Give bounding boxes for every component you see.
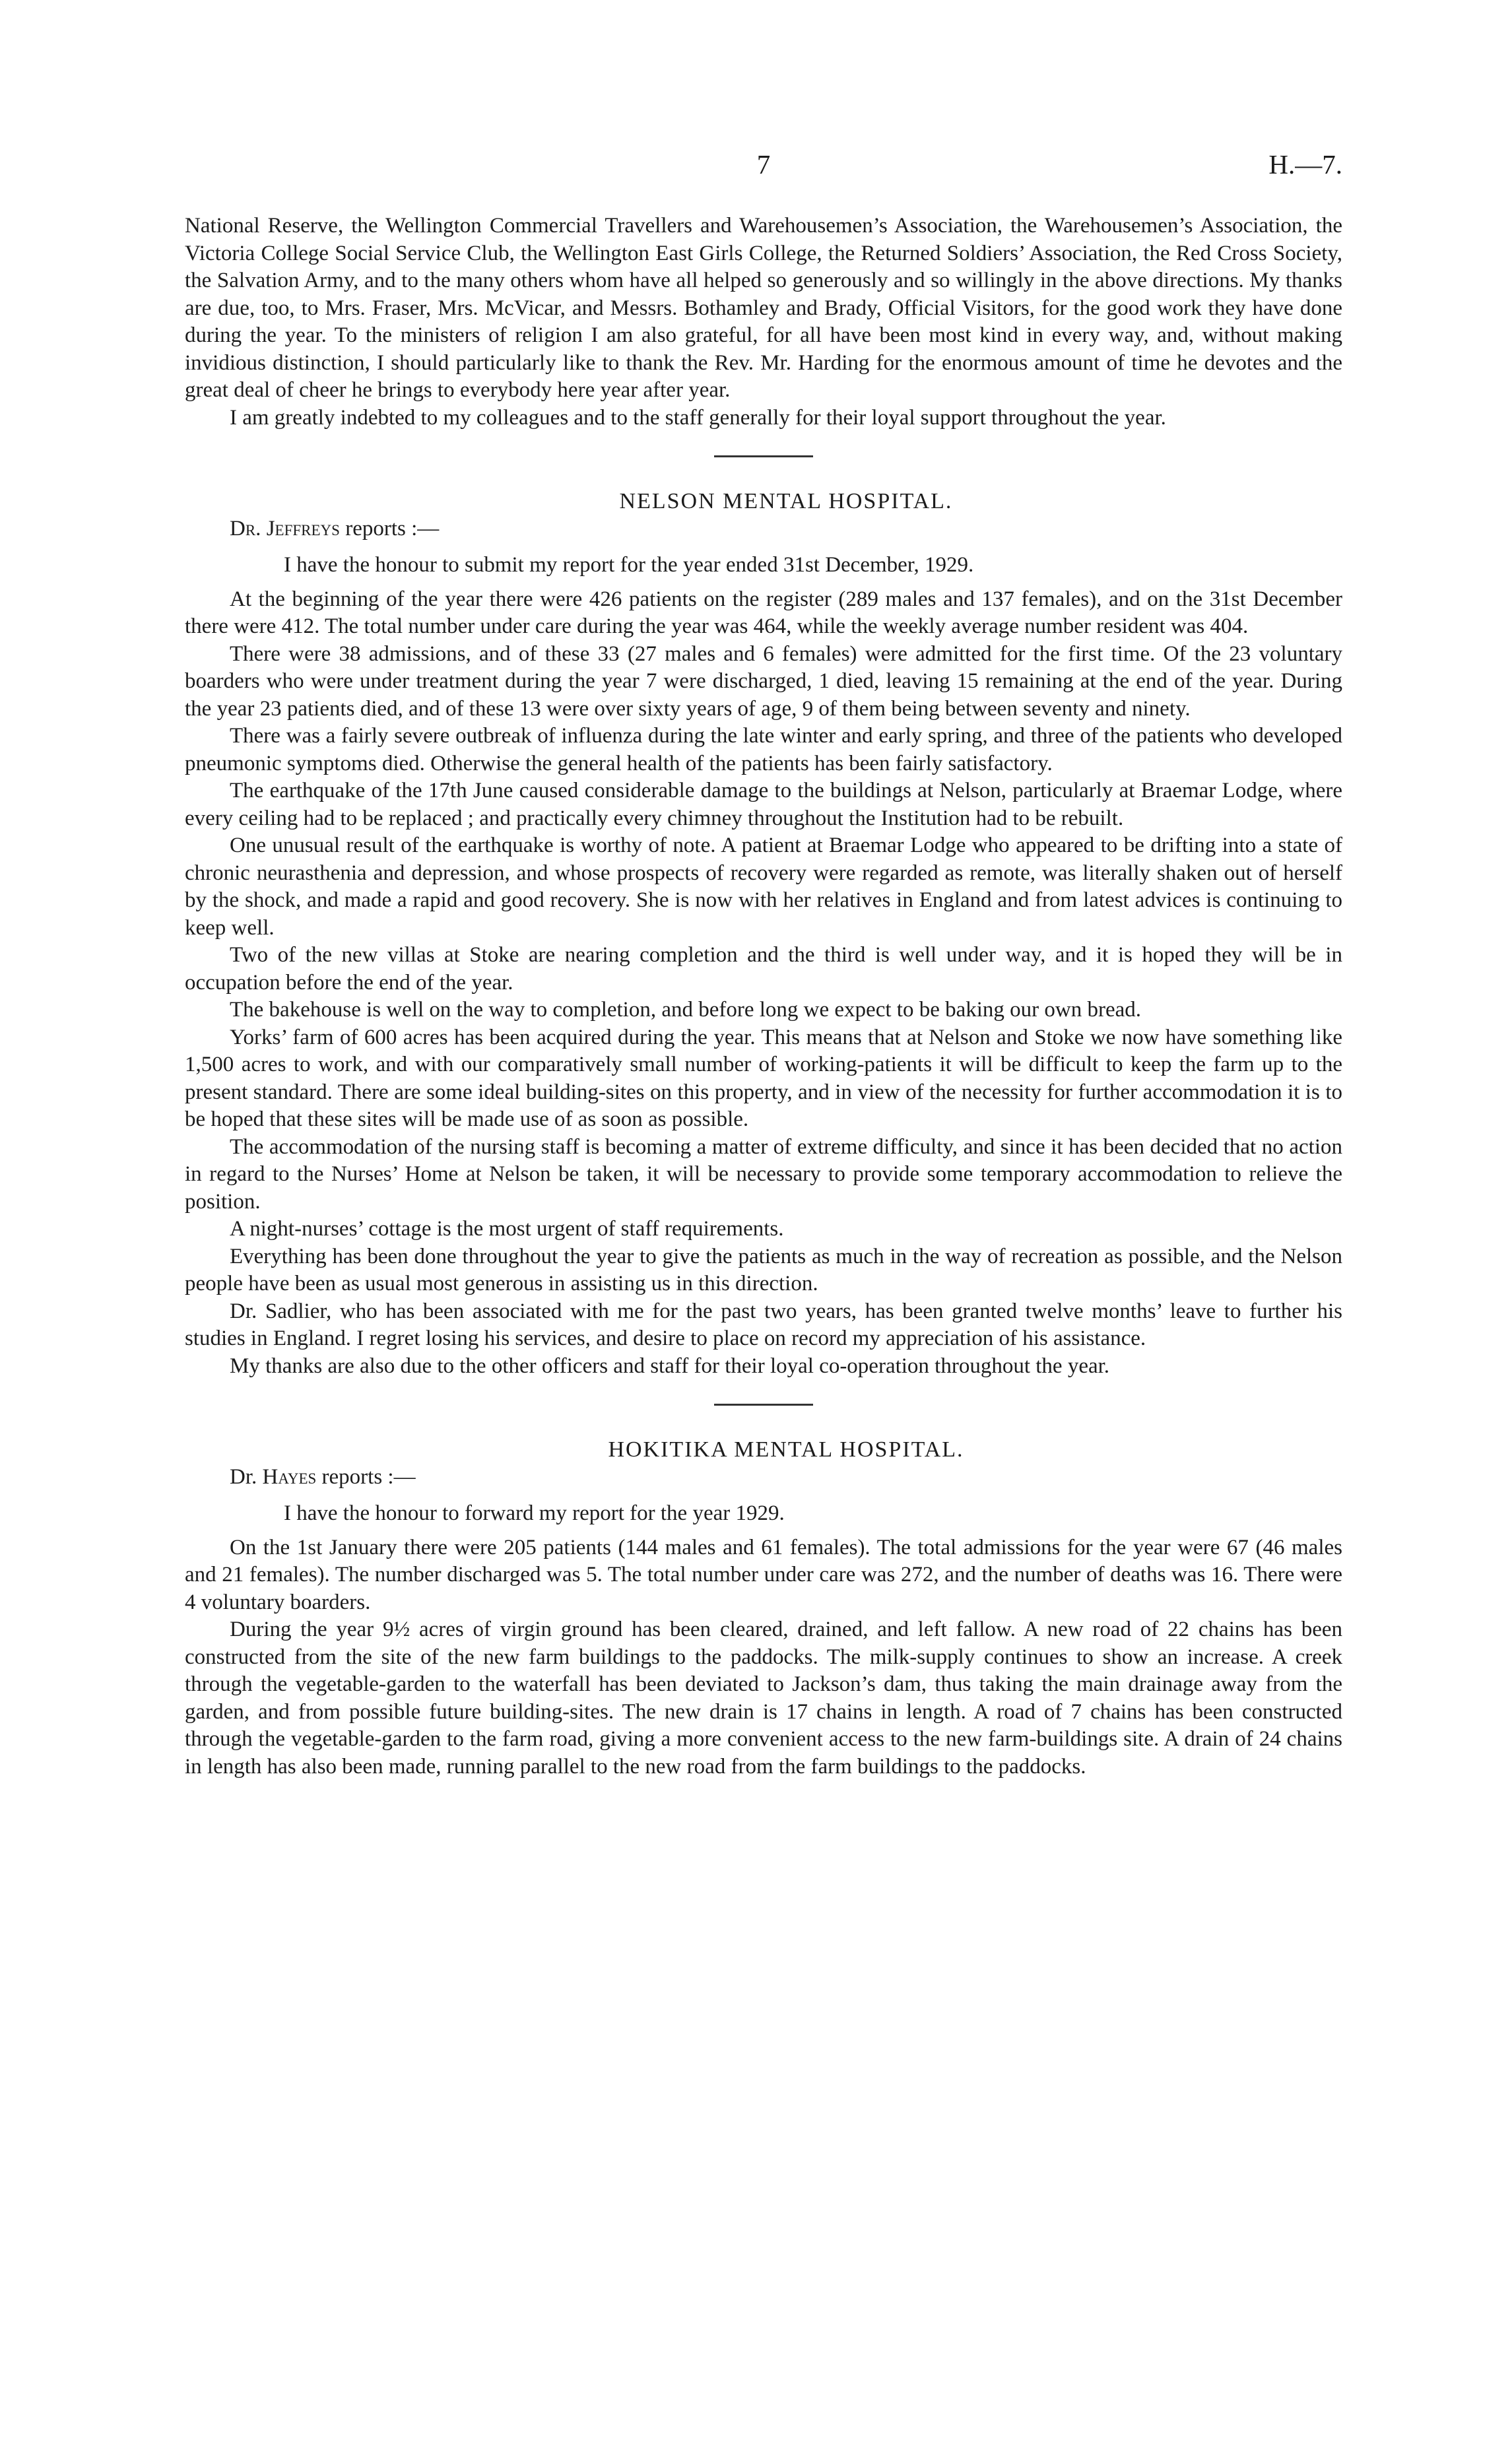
paragraph: At the beginning of the year there were 426 patients on the register (289 males and 137 females), and on the 31st December there were 412. The total number under care during the year was 464, while the weekly average number resident was 404. [185, 587, 1342, 638]
paragraph: A night-nurses’ cottage is the most urgent of staff requirements. [230, 1217, 784, 1241]
paragraph: My thanks are also due to the other officers and staff for their loyal co-operation throughout the year. [230, 1354, 1110, 1378]
continuation-paragraph: National Reserve, the Wellington Commercial Travellers and Warehousemen’s Association, the Warehousemen’s Association, the Victoria College Social Service Club, the Wellington East Girls College, the Returned Soldiers’ Association, the Red Cross Society, the Salvation Army, and to the many others whom have all helped so generously and so willingly in the above directions. My thanks are due, too, to Mrs. Fraser, Mrs. McVicar, and Messrs. Bothamley and Brady, Official Visitors, for the good work they have done during the year. To the ministers of religion I am also grateful, for all have been most kind in every way, and, without making invidious distinction, I should particularly like to thank the Rev. Mr. Harding for the enormous amount of time he devotes and the great deal of cheer he brings to everybody here year after year. [185, 214, 1342, 402]
paragraph: The accommodation of the nursing staff is becoming a matter of extreme difficulty, and since it has been decided that no action in regard to the Nurses’ Home at Nelson be taken, it will be necessary to provide some temporary accommodation to relieve the position. [185, 1134, 1342, 1214]
reporter-name: Jeffreys [266, 516, 340, 540]
section-title-nelson: NELSON MENTAL HOSPITAL. [619, 489, 953, 513]
paragraph: There were 38 admissions, and of these 33 (27 males and 6 females) were admitted for the first time. Of the 23 voluntary boarders who were under treatment during the year 7 were discharged, 1 died, leaving 15 remaining at the end of the year. During the year 23 patients died, and of these 13 were over sixty years of age, 9 of them being between seventy and ninety. [185, 641, 1342, 721]
section-divider [714, 1404, 813, 1406]
paragraph: Dr. Sadlier, who has been associated with me for the past two years, has been granted twelve months’ leave to further his studies in England. I regret losing his services, and desire to place on record my appreciation of his assistance. [185, 1299, 1342, 1350]
report-intro-nelson: I have the honour to submit my report for the year ended 31st December, 1929. [284, 553, 974, 577]
paragraph: On the 1st January there were 205 patients (144 males and 61 females). The total admissions for the year were 67 (46 males and 21 females). The number discharged was 5. The total number under care was 272, and the number of deaths was 16. There were 4 voluntary boarders. [185, 1535, 1342, 1614]
paragraph: Two of the new villas at Stoke are nearing completion and the third is well under way, and it is hoped they will be in occupation before the end of the year. [185, 943, 1342, 995]
document-body [185, 213, 1342, 1781]
page-header [185, 148, 1342, 188]
reporter-suffix: reports :— [345, 516, 440, 540]
continuation-closing-paragraph: I am greatly indebted to my colleagues and to the staff generally for their loyal support throughout the year. [230, 405, 1166, 430]
paragraph: The bakehouse is well on the way to completion, and before long we expect to be baking our own bread. [230, 998, 1142, 1022]
reporter-name: Hayes [262, 1464, 317, 1489]
reporter-prefix: Dr. [230, 516, 261, 540]
document-reference: H.—7. [1268, 149, 1342, 180]
section-divider [714, 455, 813, 457]
reporter-line-hokitika [185, 1464, 1342, 1491]
paragraph: There was a fairly severe outbreak of influenza during the late winter and early spring, and three of the patients who developed pneumonic symptoms died. Otherwise the general health of the patients has been fairly satisfactory. [185, 724, 1342, 775]
reporter-suffix: reports :— [321, 1464, 416, 1489]
paragraph: During the year 9½ acres of virgin ground has been cleared, drained, and left fallow. A new road of 22 chains has been constructed from the site of the new farm buildings to the paddocks. The milk-supply continues to show an increase. A creek through the vegetable-garden to the waterfall has been deviated to Jackson’s dam, thus taking the main drainage away from the garden, and from possible future building-sites. The new drain is 17 chains in length. A road of 7 chains has been constructed through the vegetable-garden to the farm road, giving a more convenient access to the new farm-buildings site. A drain of 24 chains in length has also been made, running parallel to the new road from the farm buildings to the paddocks. [185, 1618, 1342, 1779]
paragraph: One unusual result of the earthquake is worthy of note. A patient at Braemar Lodge who appeared to be drifting into a state of chronic neurasthenia and depression, and whose prospects of recovery were regarded as remote, was literally shaken out of herself by the shock, and made a rapid and good recovery. She is now with her relatives in England and from latest advices is continuing to keep well. [185, 834, 1342, 940]
reporter-line-nelson [185, 515, 1342, 543]
section-title-hokitika: HOKITIKA MENTAL HOSPITAL. [608, 1437, 964, 1462]
paragraph: The earthquake of the 17th June caused considerable damage to the buildings at Nelson, particularly at Braemar Lodge, where every ceiling had to be replaced ; and practically every chimney throughout the Institution had to be rebuilt. [185, 779, 1342, 830]
page-number: 7 [756, 149, 771, 180]
paragraph: Yorks’ farm of 600 acres has been acquired during the year. This means that at Nelson and Stoke we now have something like 1,500 acres to work, and with our comparatively small number of working-patients it will be difficult to keep the farm up to the present standard. There are some ideal building-sites on this property, and in view of the necessity for further accommodation it is to be hoped that these sites will be made use of as soon as possible. [185, 1025, 1342, 1131]
report-intro-hokitika: I have the honour to forward my report for the year 1929. [284, 1501, 785, 1525]
reporter-prefix: Dr. [230, 1464, 257, 1489]
paragraph: Everything has been done throughout the year to give the patients as much in the way of recreation as possible, and the Nelson people have been as usual most generous in assisting us in this direction. [185, 1244, 1342, 1295]
